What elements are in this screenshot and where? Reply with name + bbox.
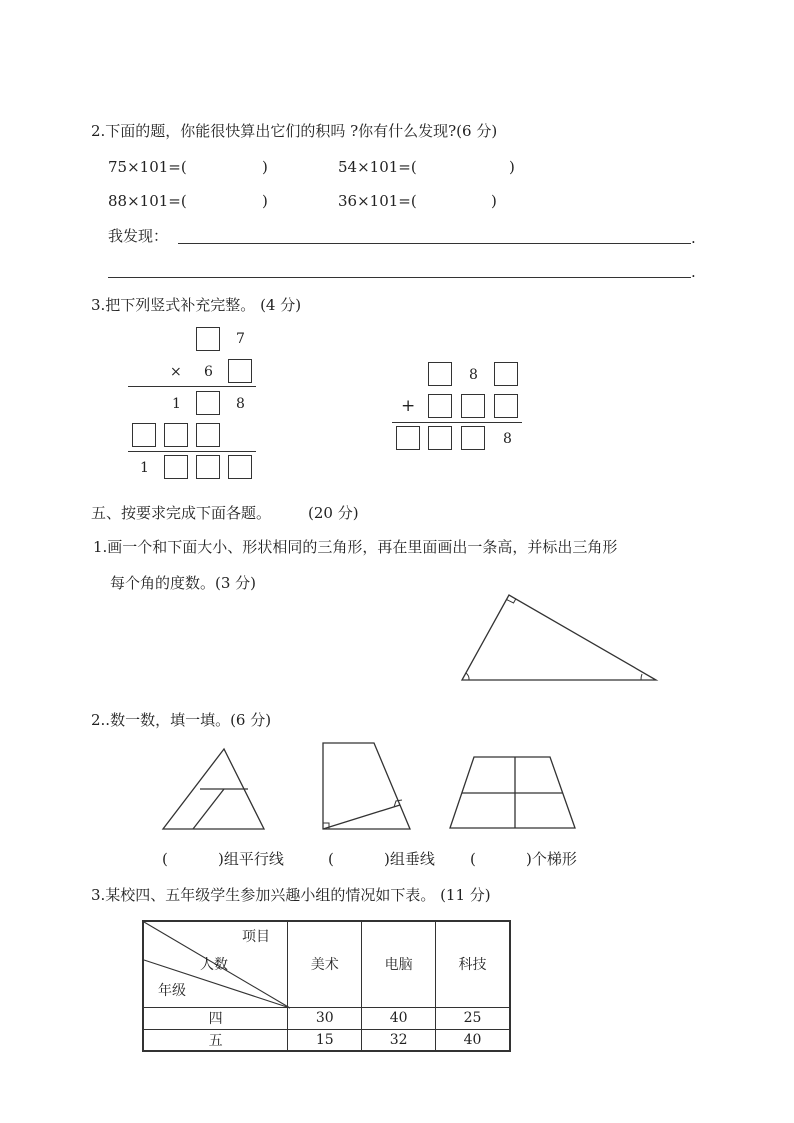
expr-36: 36×101=(	[338, 192, 417, 210]
digit-8b: 8	[503, 431, 512, 447]
blank-open: (	[162, 850, 168, 868]
blank-parallel-label: )组平行线	[218, 850, 284, 868]
blank-open: (	[470, 850, 476, 868]
header-computer: 电脑	[362, 921, 436, 1007]
row-grade: 四	[143, 1007, 288, 1029]
section-score: (20 分)	[308, 504, 359, 522]
table-row	[143, 1029, 510, 1051]
problem-3-title: 3.某校四、五年级学生参加兴趣小组的情况如下表。 (11 分)	[91, 886, 491, 904]
digit-6: 6	[204, 364, 213, 380]
blank-trapezoid-label: )个梯形	[526, 850, 577, 868]
corner-grade: 年级	[158, 983, 186, 999]
digit-1b: 1	[140, 460, 149, 476]
row-grade: 五	[143, 1029, 288, 1051]
cell-value: 40	[436, 1029, 510, 1051]
cell-value: 15	[288, 1029, 362, 1051]
discover-dot-2: .	[691, 263, 696, 281]
times-sign: ×	[170, 364, 182, 380]
digit-8: 8	[236, 396, 245, 412]
expr-36-close: )	[491, 192, 497, 210]
interest-table	[142, 920, 511, 1052]
header-tech: 科技	[436, 921, 510, 1007]
corner-cell	[143, 921, 288, 1007]
corner-project: 项目	[242, 929, 270, 945]
header-art: 美术	[288, 921, 362, 1007]
expr-54: 54×101=(	[338, 158, 417, 176]
corner-count: 人数	[200, 957, 228, 973]
expr-75: 75×101=(	[108, 158, 187, 176]
problem-1-line-1: 1.画一个和下面大小、形状相同的三角形，再在里面画出一条高，并标出三角形	[93, 538, 618, 556]
digit-7: 7	[236, 331, 245, 347]
discover-label: 我发现：	[108, 227, 169, 245]
expr-54-close: )	[509, 158, 515, 176]
q3-title: 3.把下列竖式补充完整。 (4 分)	[91, 296, 302, 314]
cell-value: 32	[362, 1029, 436, 1051]
section-title: 五、按要求完成下面各题。	[91, 504, 272, 522]
discover-dot-1: .	[691, 229, 696, 247]
table-row	[143, 1007, 510, 1029]
digit-1: 1	[172, 396, 181, 412]
problem-2-title: 2..数一数，填一填。(6 分)	[91, 711, 272, 729]
expr-75-close: )	[262, 158, 268, 176]
q2-title: 2.下面的题，你能很快算出它们的积吗 ?你有什么发现?(6 分)	[91, 122, 498, 140]
cell-value: 30	[288, 1007, 362, 1029]
blank-open: (	[328, 850, 334, 868]
cell-value: 40	[362, 1007, 436, 1029]
expr-88: 88×101=(	[108, 192, 187, 210]
cell-value: 25	[436, 1007, 510, 1029]
plus-sign: +	[401, 396, 416, 416]
blank-perpendicular-label: )组垂线	[384, 850, 435, 868]
expr-88-close: )	[262, 192, 268, 210]
problem-1-line-2: 每个角的度数。(3 分)	[110, 574, 257, 592]
digit-8: 8	[469, 367, 478, 383]
